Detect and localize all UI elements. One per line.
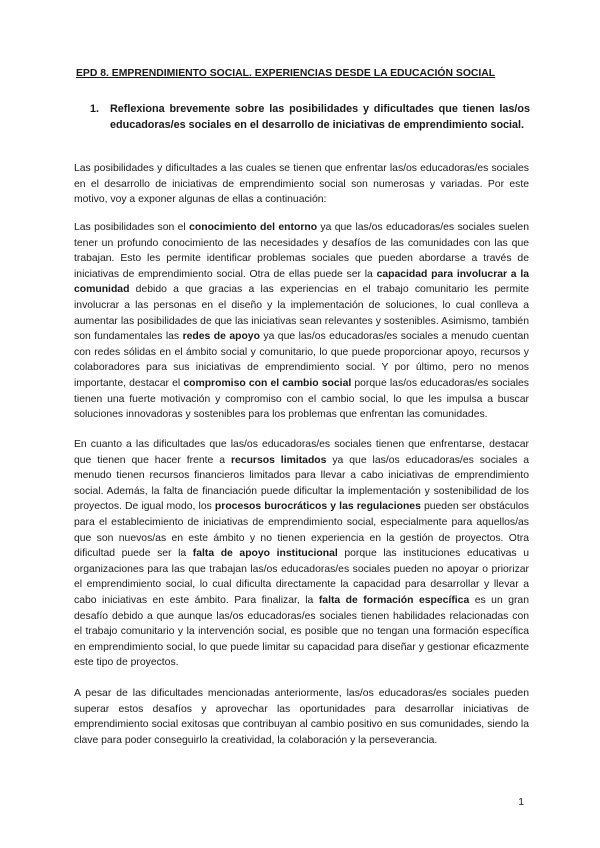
paragraph-text: debido a que gracias a las experiencias en el trabajo comunitario les permite involucrar a las personas en el diseño y la implementación de soluciones, lo cual conlleva a aumentar las posibilidades de que las iniciativas sean relevantes y sostenibles. Asimismo, también son fundamentales las [74,284,529,343]
paragraph-possibilities [74,220,529,423]
key-term-recursos-limitados: recursos limitados [230,454,327,466]
paragraph-text: A pesar de las dificultades mencionadas anteriormente, las/os educadoras/es sociales pueden superar estos desafíos y aprovechar las oportunidades para desarrollar iniciativas de emprendimiento social exitosas que contribuyan al cambio positivo en sus comunidades, siendo la clave para poder conseguirlo la creatividad, la colaboración y la perseverancia. [74,688,529,746]
question-number: 1. [90,103,100,115]
key-term-procesos-burocraticos: procesos burocráticos y las regulaciones [214,501,421,513]
paragraph-text: porque las/os educadoras/es sociales tienen una fuerte motivación y compromiso con el cambio social, lo que les impulsa a buscar soluciones innovadoras y sostenibles para los problemas que enfrentan las comunidades. [74,377,529,421]
paragraph-text: Las posibilidades y dificultades a las cuales se tienen que enfrentar las/os educadoras/es sociales en el desarrollo de iniciativas de emprendimiento social son numerosas y variadas. Por este motivo, voy a exponer algunas de ellas a continuación: [74,163,529,206]
question-1 [90,101,530,133]
paragraph-text: ya que las/os educadoras/es sociales a menudo tienen recursos financieros limitados para llevar a cabo iniciativas de emprendimiento social. Además, la falta de financiación puede dificultar la implementación y sostenibilidad de los proyectos. De igual modo, los [74,454,529,513]
page-number: 1 [518,797,524,808]
paragraph-text: En cuanto a las dificultades que las/os educadoras/es sociales tienen que enfrentarse, destacar que tienen que hacer frente a [74,439,529,466]
key-term-falta-formacion: falta de formación específica [318,594,470,606]
paragraph-conclusion [74,686,529,748]
key-term-redes-apoyo: redes de apoyo [182,331,260,343]
paragraph-text: pueden ser obstáculos para el establecimiento de iniciativas de emprendimiento social, especialmente para aquellos/as que son nuevos/as en este ámbito y no tienen experiencia en la gestión de proyectos. Otra dificultad puede ser la [74,501,529,560]
paragraph-text: es un gran desafío debido a que aunque las/os educadoras/es sociales tienen habilidades relacionadas con el trabajo comunitario y la intervención social, es posible que no tengan una formación específica en emprendimiento social, lo que puede limitar su capacidad para diseñar y gestionar eficazmente este tipo de proyectos. [74,594,529,669]
paragraph-text: ya que las/os educadoras/es sociales suelen tener un profundo conocimiento de las necesidades y desafíos de las comunidades con las que trabajan. Esto les permite identificar problemas sociales que pueden abordarse a través de iniciativas de emprendimiento social. Otra de ellas puede ser la [74,222,529,280]
key-term-capacidad-involucrar: capacidad para involucrar a la comunidad [74,268,529,296]
paragraph-intro [74,161,529,208]
paragraph-text: porque las instituciones educativas u organizaciones para las que trabajan las/os educadoras/es sociales pueden no apoyar o priorizar el emprendimiento social, lo cual dificulta directamente la capacidad para desarrollar y llevar a cabo iniciativas en este ámbito. Para finalizar, la [74,548,529,606]
paragraph-difficulties [74,437,529,671]
key-term-conocimiento-entorno: conocimiento del entorno [189,222,318,233]
document-title: EPD 8. EMPRENDIMIENTO SOCIAL. EXPERIENCIAS DESDE LA EDUCACIÓN SOCIAL [76,68,496,79]
paragraph-text: Las posibilidades son el [74,222,190,233]
key-term-compromiso-cambio: compromiso con el cambio social [183,377,352,389]
question-text: Reflexiona brevemente sobre las posibilidades y dificultades que tienen las/os educadoras/es sociales en el desarrollo de iniciativas de emprendimiento social. [110,103,530,131]
paragraph-text: ya que las/os educadoras/es sociales a menudo cuentan con redes sólidas en el ámbito social y comunitario, lo que puede proporcionar apoyo, recursos y colaboradores para sus iniciativas de emprendimiento social. Y por último, pero no menos importante, destacar el [74,331,529,389]
key-term-falta-apoyo: falta de apoyo institucional [192,548,338,560]
